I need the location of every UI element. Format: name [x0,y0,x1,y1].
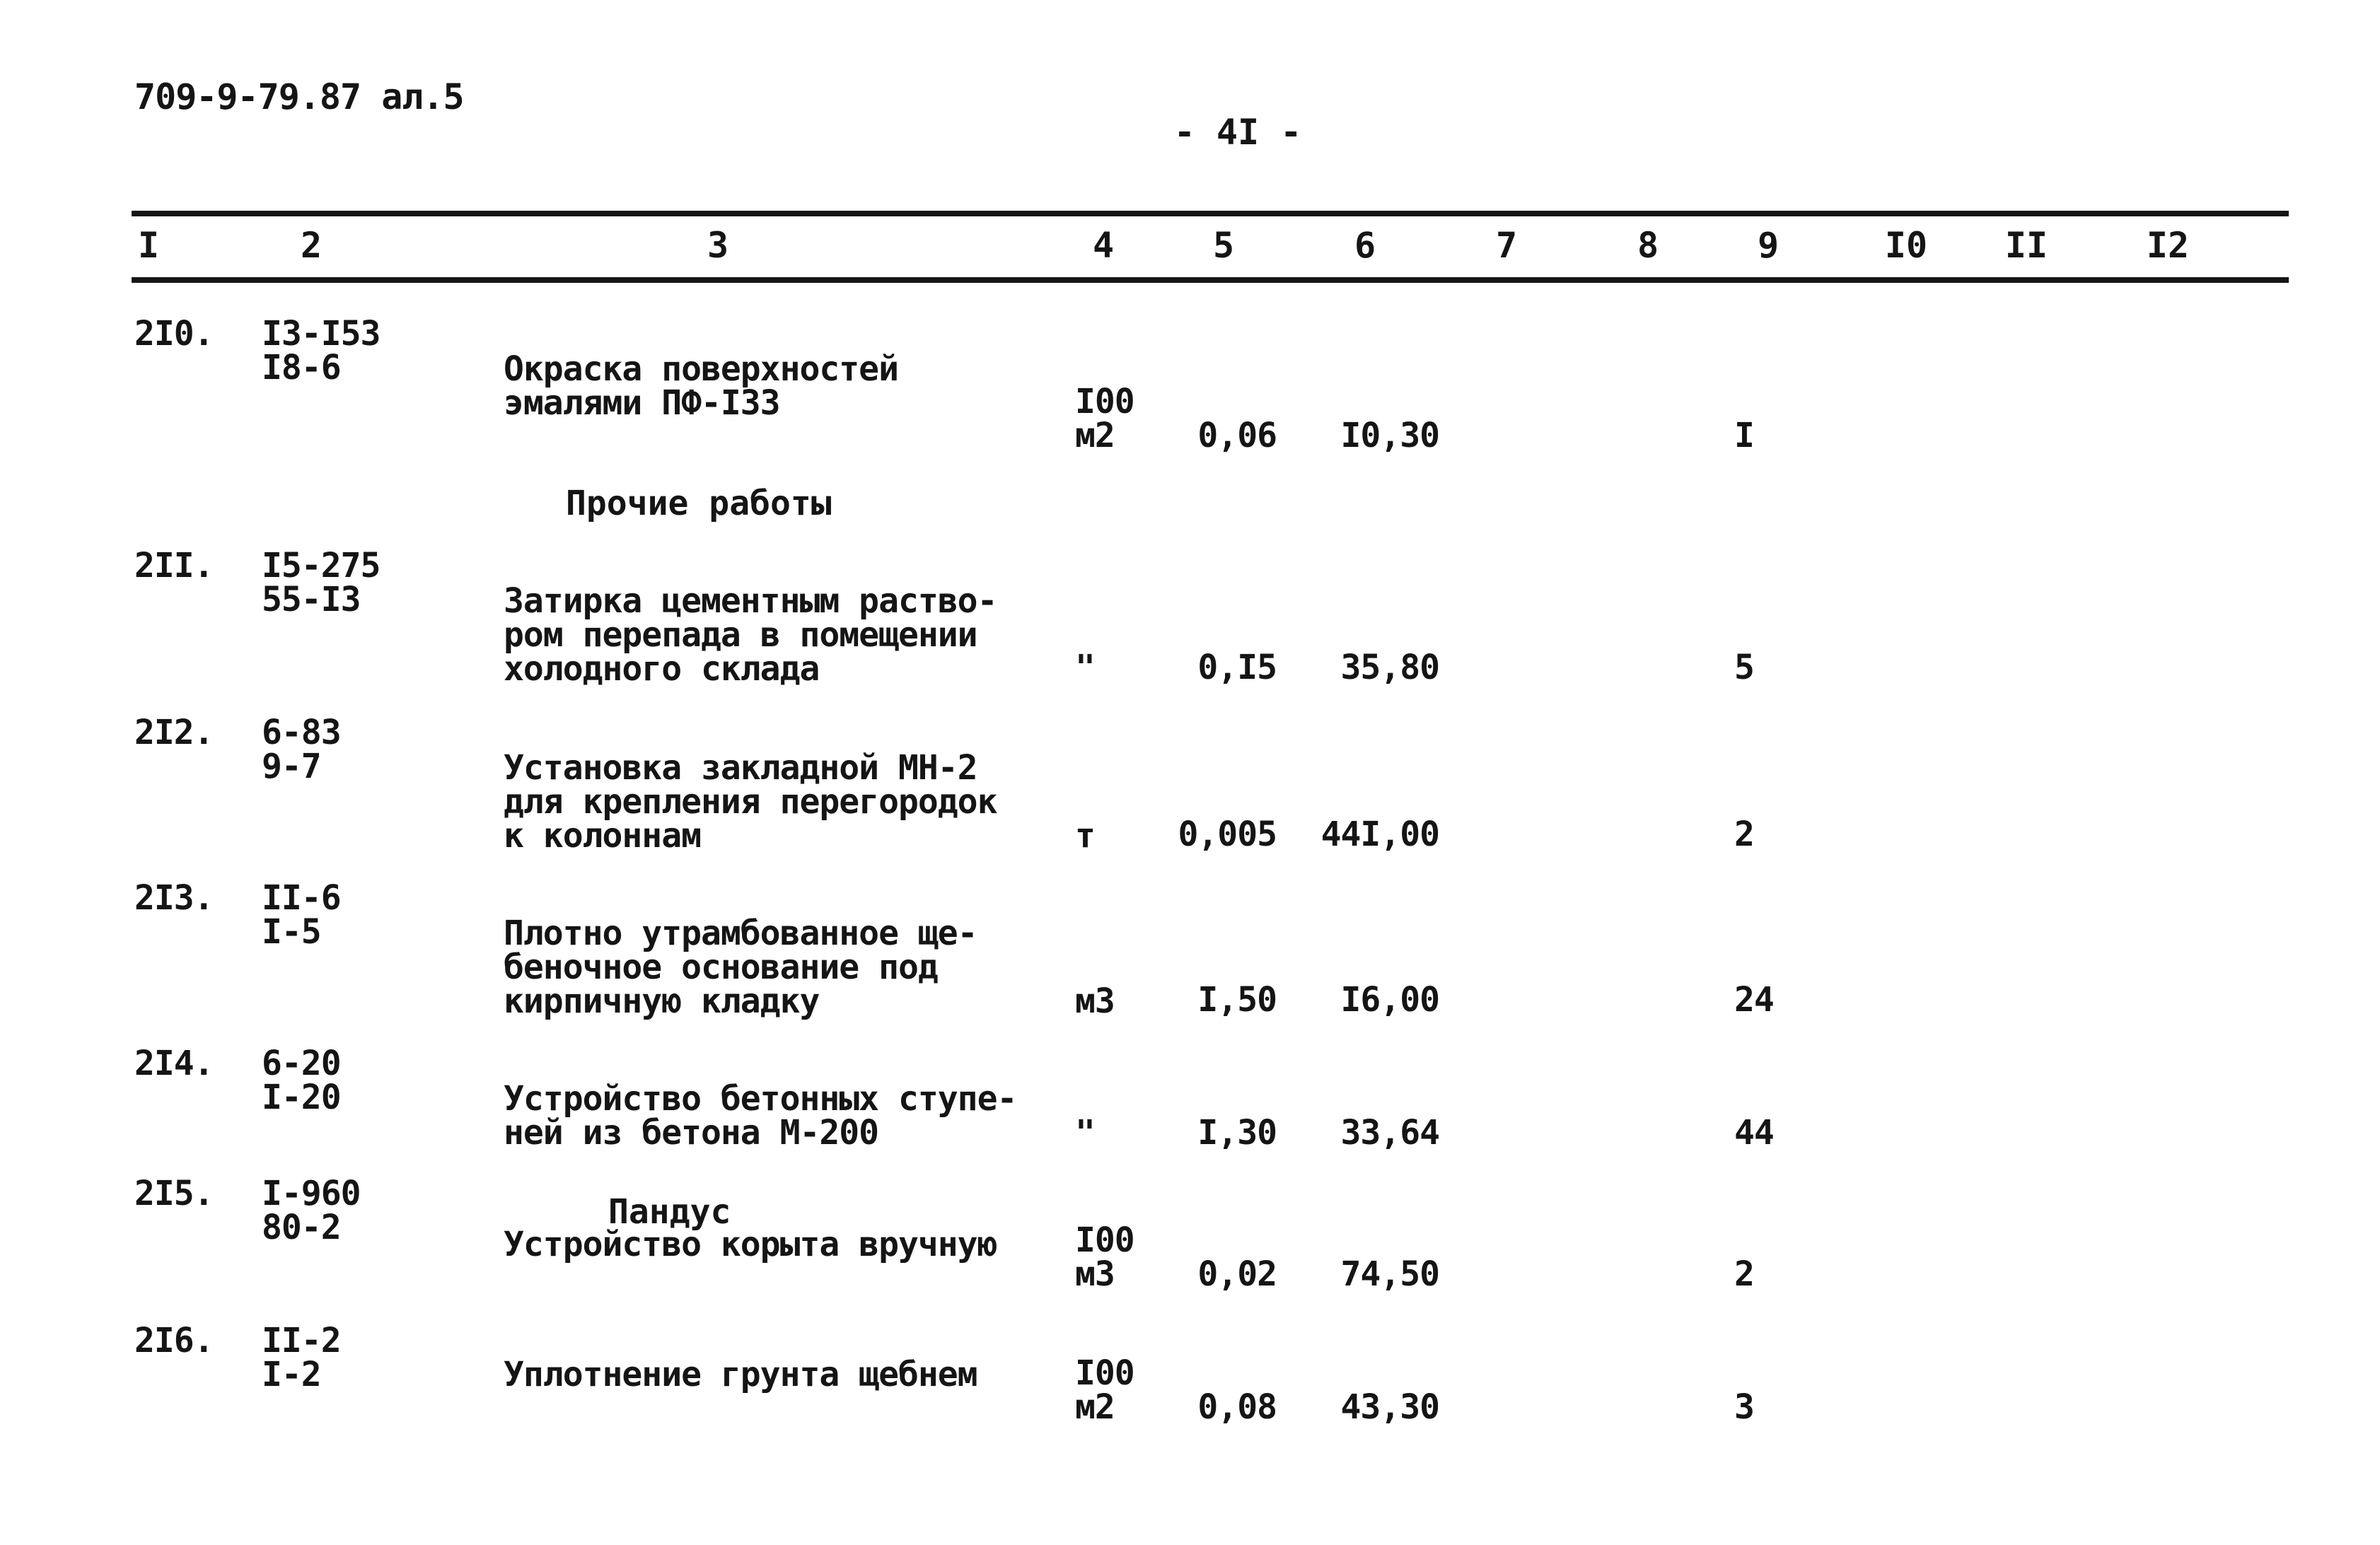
row-number: 2I3. [134,878,214,918]
row-number: 2I5. [134,1174,214,1213]
table-top-rule [132,211,2289,216]
column-header-8: 8 [1637,225,1659,266]
column-9-value: 24 [1734,980,1774,1020]
norm-code-sub: 55-I3 [262,580,361,619]
column-header-9: 9 [1757,225,1780,266]
unit-price: 44I,00 [1320,815,1439,854]
column-header-12: I2 [2146,225,2190,266]
unit-price: 33,64 [1340,1113,1439,1153]
quantity: 0,08 [1197,1387,1277,1427]
column-header-6: 6 [1354,225,1376,266]
row-number: 2I6. [134,1321,214,1360]
work-description: Затирка цементным раство- ром перепада в помещении холодного склада [504,581,997,689]
unit: м3 [1075,1254,1115,1294]
norm-code: I3-I53 [262,314,381,354]
column-header-7: 7 [1495,225,1518,266]
column-9-value: I [1734,416,1754,455]
unit: т [1075,816,1095,856]
norm-code-sub: I8-6 [262,348,341,387]
norm-code: 6-20 [262,1044,341,1083]
quantity: I,30 [1197,1113,1277,1153]
column-header-2: 2 [300,225,323,266]
norm-code-sub: I-2 [262,1355,321,1394]
row-number: 2II. [134,546,214,585]
unit-multiplier: I00 [1075,1353,1134,1393]
unit: м3 [1075,981,1115,1021]
work-description: Уплотнение грунта щебнем [504,1355,977,1394]
norm-code: I-960 [262,1174,361,1213]
page-number: - 4I - [1173,112,1302,153]
column-header-5: 5 [1212,225,1235,266]
norm-code-sub: 9-7 [262,747,321,786]
column-header-10: I0 [1884,225,1928,266]
unit-price: I0,30 [1340,416,1439,455]
quantity: 0,005 [1178,815,1277,854]
unit: " [1075,1113,1095,1153]
row-number: 2I4. [134,1044,214,1083]
work-description: Устройство бетонных ступе- ней из бетона М-200 [504,1079,1017,1153]
column-9-value: 2 [1734,815,1754,854]
column-header-4: 4 [1092,225,1115,266]
work-description: Плотно утрамбованное ще- беночное основание под кирпичную кладку [504,914,977,1021]
section-title-other-works: Прочие работы [566,484,832,523]
column-9-value: 44 [1734,1113,1774,1153]
column-9-value: 5 [1734,648,1754,687]
unit: м2 [1075,416,1115,455]
unit-price: 35,80 [1340,648,1439,687]
unit-price: 43,30 [1340,1387,1439,1427]
document-code: 709-9-79.87 ал.5 [134,76,464,117]
row-number: 2I0. [134,314,214,354]
unit-price: I6,00 [1340,980,1439,1020]
column-header-11: II [2004,225,2048,266]
column-header-3: 3 [707,225,729,266]
norm-code: 6-83 [262,713,341,752]
norm-code: II-6 [262,878,341,918]
work-description: Установка закладной МН-2 для крепления перегородок к колоннам [504,748,997,856]
quantity: 0,I5 [1197,648,1277,687]
norm-code-sub: 80-2 [262,1208,341,1247]
column-9-value: 2 [1734,1254,1754,1294]
column-9-value: 3 [1734,1387,1754,1427]
norm-code-sub: I-20 [262,1078,341,1117]
unit: м2 [1075,1387,1115,1427]
unit-multiplier: I00 [1075,382,1134,421]
quantity: 0,06 [1197,416,1277,455]
unit-price: 74,50 [1340,1254,1439,1294]
norm-code: I5-275 [262,546,381,585]
column-header-1: I [137,225,160,266]
quantity: 0,02 [1197,1254,1277,1294]
quantity: I,50 [1197,980,1277,1020]
unit-multiplier: I00 [1075,1220,1134,1260]
work-description: Устройство корыта вручную [504,1225,997,1264]
section-title-ramp: Пандус [608,1192,731,1232]
norm-code: II-2 [262,1321,341,1360]
row-number: 2I2. [134,713,214,752]
norm-code-sub: I-5 [262,912,321,952]
header-bottom-rule [132,277,2289,283]
work-description: Окраска поверхностей эмалями ПФ-I33 [504,349,898,423]
unit: " [1075,648,1095,687]
